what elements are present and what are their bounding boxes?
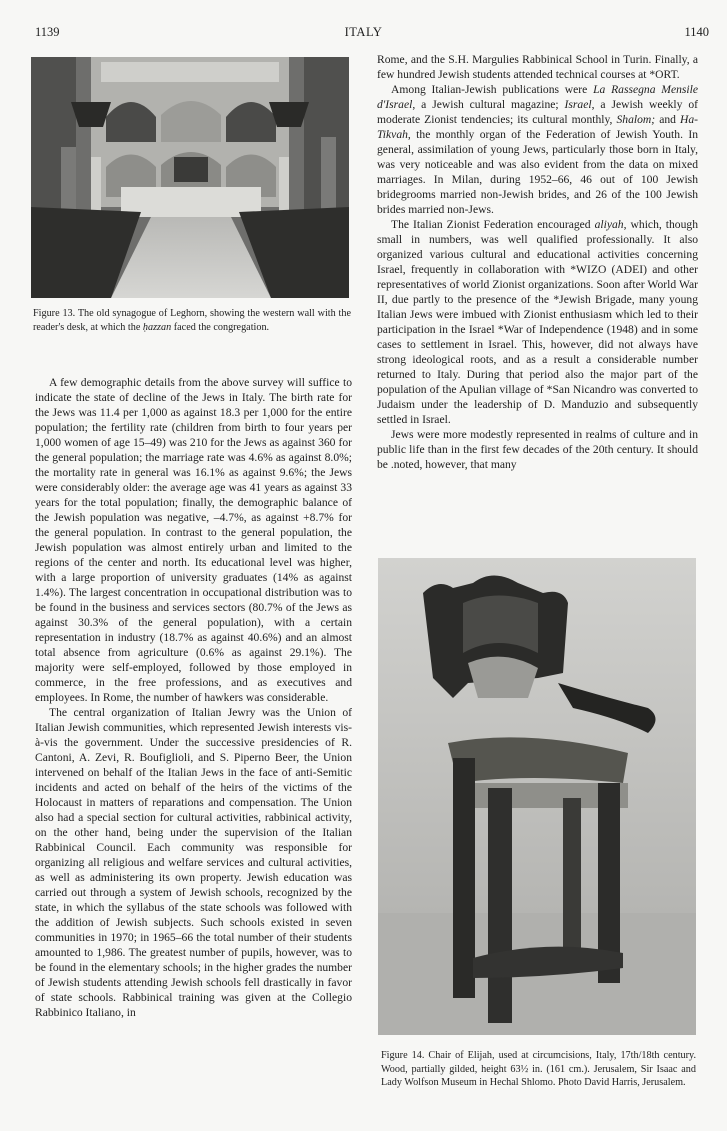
paragraph-zionist-federation: The Italian Zionist Federation encouraged aliyah, which, though small in numbers, was well qualified professionally. It also organized various cultural and educational activities concerning Israel, frequently in collaboration with *WIZO (ADEI) and other representatives of world Zionist organizations. Soon after World War II, due partly to the presence of the *Jewish Brigade, many young Italian Jews were imbued with Zionist enthusiasm which led to their participation in the Israel *War of Independence (1948) and in some cases to settlement in Israel. This, however, did not always have strong ideological roots, and as a result a considerable number returned to Italy. During that period also the major part of the population of the Apulian village of *San Nicandro was converted to Judaism under the leadership of D. Manduzio and subsequently settled in Israel. <box>377 218 698 426</box>
running-title: ITALY <box>344 25 383 39</box>
caption-text: faced the congregation. <box>171 321 270 333</box>
paragraph-publications: Among Italian-Jewish publications were La Rassegna Mensile d'Israel, a Jewish cultural magazine; Israel, a Jewish weekly of moderate Zionist tendencies; its cultural monthly, Shalom; and Ha-Tikvah, the monthly organ of the Federation of Jewish Youth. In general, assimilation of young Jews, particularly those born in Italy, was very noticeable and was also evident from the data on mixed marriages. In Milan, during 1952–66, 46 out of 100 Jewish bridegrooms married non-Jewish brides, and 26 of the 100 Jewish brides married non-Jews. <box>377 83 698 216</box>
paragraph-culture: Jews were more modestly represented in realms of culture and in public life than in the first few decades of the 20th century. It should be .noted, however, that many <box>377 428 698 471</box>
figure-13-caption <box>33 307 351 334</box>
photo-synagogue-interior-icon <box>31 57 349 298</box>
paragraph-union: The central organization of Italian Jewry was the Union of Italian Jewish communities, which represented Jewish interests vis-à-vis the government. Under the successive presidencies of R. Cantoni, A. Zevi, R. Boufiglioli, and S. Piperno Beer, the Union intervened on behalf of the Italian Jews in the face of anti-Semitic incidents and acted on behalf of the heirs of the victims of the Holocaust in matters of reparations and compensation. The Union also had a special section for cultural activities, rabbinical activity, on the other hand, being under the supervision of the Italian Rabbinical Council. Each community was responsible for organizing all religious and welfare services and cultural activities, as well as administering its own property. Jewish education was carried out through a system of Jewish schools, recognized by the state, in which the syllabus of the state schools was followed with the addition of Jewish subjects. Such schools existed in seven communities in 1970; in 1965–66 the total number of their students amounted to 1,986. The greatest number of pupils, however, was to be found in the elementary schools; in the higher grades the number of Jewish students attending Jewish schools fell drastically in favor of state schools. Rabbinical training was given at the Collegio Rabbinico Italiano, in <box>35 706 352 1019</box>
left-column <box>35 375 352 1020</box>
running-head <box>0 25 727 43</box>
right-column <box>377 52 698 472</box>
page-number-left: 1139 <box>35 25 60 39</box>
paragraph-continued: Rome, and the S.H. Margulies Rabbinical School in Turin. Finally, a few hundred Jewish students attended technical courses at *ORT. <box>377 53 698 81</box>
caption-italic-term: ḥazzan <box>142 321 172 333</box>
figure-14-caption: Figure 14. Chair of Elijah, used at circumcisions, Italy, 17th/18th century. Wood, partially gilded, height 63½ in. (161 cm.). Jerusalem, Sir Isaac and Lady Wolfson Museum in Hechal Shlomo. Photo David Harris, Jerusalem. <box>381 1050 696 1088</box>
caption-text: Figure 13. The old synagogue of Leghorn, showing the western wall with the reader's desk, at which the <box>33 308 351 333</box>
photo-chair-of-elijah-icon <box>378 558 696 1035</box>
page-number-right: 1140 <box>684 25 709 39</box>
paragraph-demographics: A few demographic details from the above survey will suffice to indicate the state of decline of the Jews in Italy. The birth rate for the Jews was 11.4 per 1,000 as against 18.3 per 1,000 for the entire population; the fertility rate (children from birth to four years per 1,000 women of age 15–49) was 210 for the Jews as against 360 for the general population; the marriage rate was 4.6% as against 8.0%; the mortality rate in general was 16.1% as against 9.6%; the Jews were considerably older: the average age was 41 years as against 33 years for the total population; finally, the demographic balance of the Jewish population was negative, –4.7%, as against +8.7% for the general population. In contrast to the general population, the Jewish population was almost entirely urban and limited to the regions of the center and north. Its educational level was higher, with a large proportion of university graduates (14% as against 1.4%). The largest concentration in occupational distribution was to be found in the business and services sectors (80.7% of the Jews as against 30.3% of the general population), with a certain representation in industry (18.7% as against 40.6%) and an almost total absence from agriculture (0.6% as against 29.1%). The majority were self-employed, followed by those employed in commerce, in the free professions, and as executives and employees. In Rome, the number of hawkers was considerable. <box>35 376 352 704</box>
